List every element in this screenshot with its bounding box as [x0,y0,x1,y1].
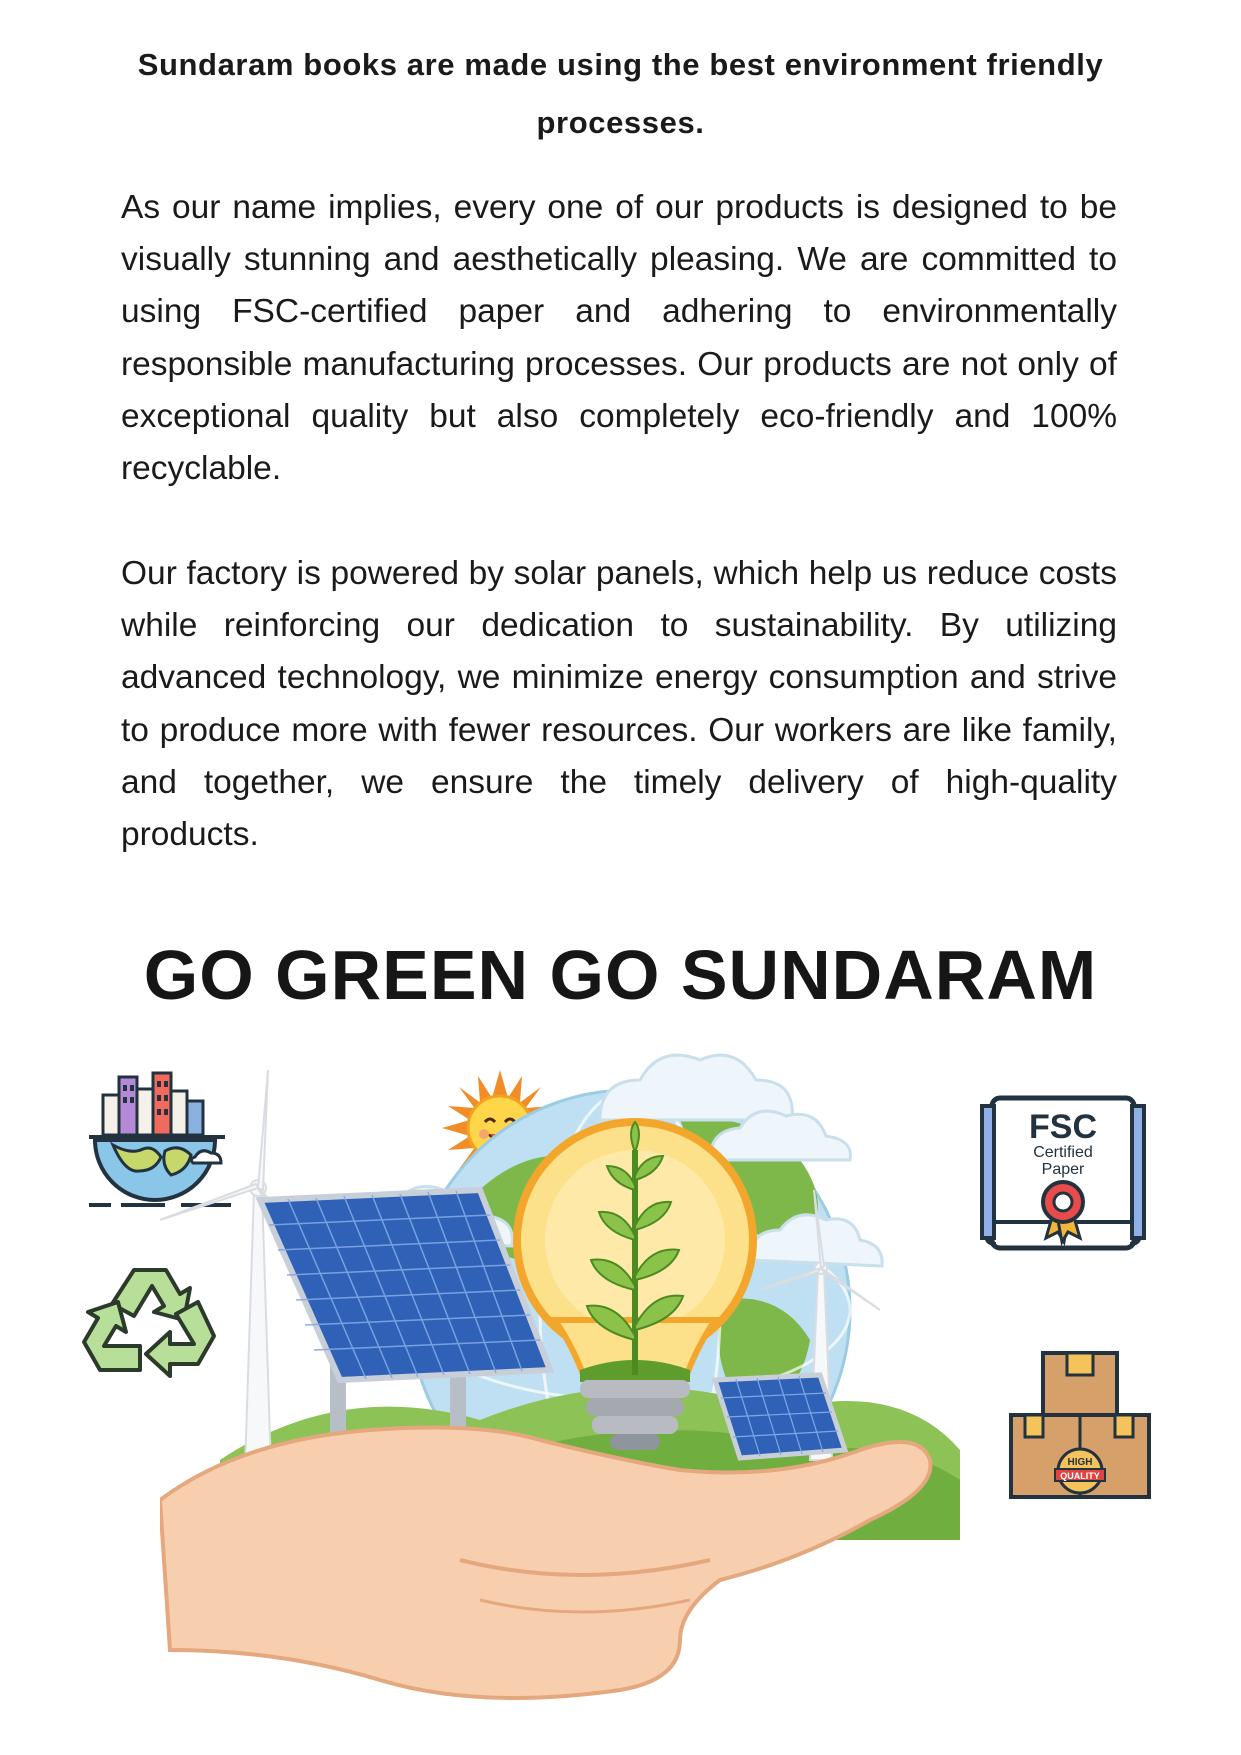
headline: Sundaram books are made using the best environment friendly processes. [137,47,1104,140]
hand-icon [160,1428,931,1698]
quality-badge-line1: HIGH [1067,1457,1093,1468]
slogan: GO GREEN GO SUNDARAM [143,936,1098,1014]
fsc-title: FSC [1029,1108,1097,1146]
eco-illustration [160,1040,1000,1740]
paragraph-factory: Our factory is powered by solar panels, which help us reduce costs while reinforcing our dedication to sustainability. By utilizing advanced technology, we minimize energy consumption and strive to produce more with fewer resources. Our workers are like family, and together, we ensure the timely delivery of high-quality products. [121,555,1117,854]
fsc-certificate-icon [978,1092,1148,1257]
fsc-line1: Certified [1033,1144,1093,1161]
paragraph-products: As our name implies, every one of our products is designed to be visually stunning and aesthetically pleasing. We are committed to using FSC-certified paper and adhering to environmentally responsible manufacturing processes. Our products are not only of exceptional quality but also completely eco-friendly and 100% recyclable. [121,189,1117,488]
solar-panel-icon [715,1375,845,1458]
quality-badge-line2: QUALITY [1060,1471,1100,1481]
boxes-icon [1005,1345,1155,1505]
fsc-line2: Paper [1041,1161,1085,1178]
